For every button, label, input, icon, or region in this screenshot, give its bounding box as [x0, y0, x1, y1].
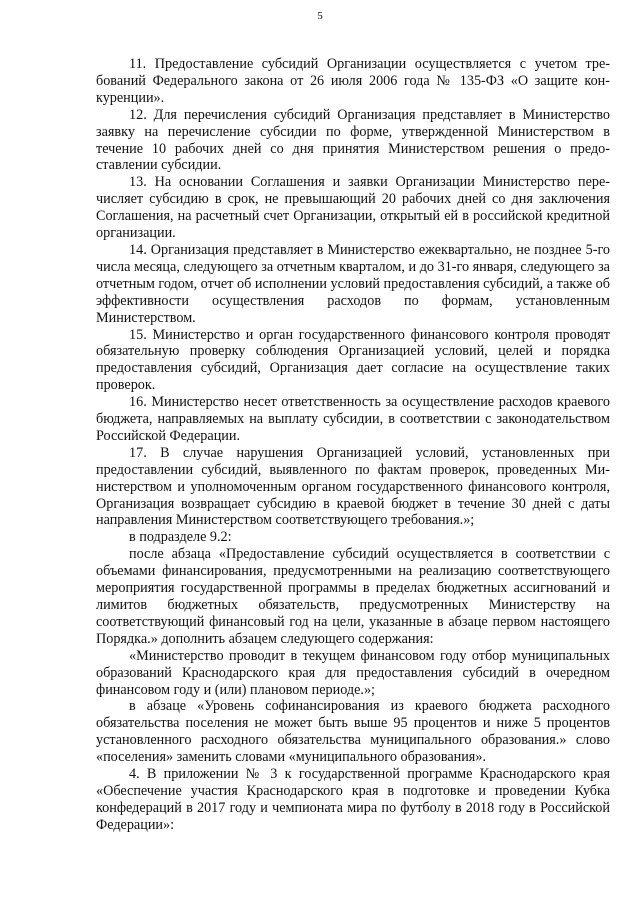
paragraph-13: 13. На основании Соглашения и заявки Организации Министерство перечисляет субсидию в срок, не превышающий 20 рабочих дней со дня заключения Соглашения, на расчетный счет Организации, открытый ей в российской кредитной организации. — [96, 174, 610, 242]
paragraph-ministry-selection: «Министерство проводит в текущем финансовом году отбор муниципальных образований Краснодарского края для предоставления субсидий в очередном финансовом году и (или) плановом периоде.»; — [96, 647, 610, 698]
paragraph-16: 16. Министерство несет ответственность за осуществление расходов краевого бюджета, направляемых на выплату субсидии, в соответствии с законодательством Российской Федерации. — [96, 394, 610, 444]
paragraph-appendix-3: 4. В приложении № 3 к государственной программе Краснодарского края «Обеспечение участия Краснодарского края в подготовке и проведении Кубка конфедераций в 2017 году и чемпионата мира по футболу в 2018 году в Российской Федерации»: — [96, 766, 610, 833]
document-body — [96, 56, 610, 834]
paragraph-17: 17. В случае нарушения Организацией условий, установленных при предоставлении субсидий, выявленного по фактам проверок, проведенных Министерством и уполномоченным органом государственного финансового контроля, Организация возвращает субсидию в краевой бюджет в течение 30 дней с даты направления Министерством соответствующего требования.»; — [96, 444, 610, 529]
paragraph-after-abzac: после абзаца «Предоставление субсидий осуществляется в соответствии с объемами финансирования, предусмотренными на реализацию соответствующего мероприятия государственной программы в пределах бюджетных ассигнований и лимитов бюджетных обязательств, предусмотренных Министерству на соответствующий финансовый год на цели, указанные в абзаце первом настоящего Порядка.» дополнить абзацем следующего содержания: — [96, 546, 610, 647]
paragraph-14: 14. Организация представляет в Министерство ежеквартально, не позднее 5-го числа месяца, следующего за отчетным кварталом, и до 31-го января, следующего за отчетным годом, отчет об исполнении условий предоставления субсидий, а также об эффективности осуществления расходов по формам, установленным Министерством. — [96, 241, 610, 326]
paragraph-15: 15. Министерство и орган государственного финансового контроля проводят обязательную проверку соблюдения Организацией условий, целей и порядка предоставления субсидий, Организация дает согласие на осуществление таких проверок. — [96, 326, 610, 394]
paragraph-11: 11. Предоставление субсидий Организации осуществляется с учетом требований Федерального закона от 26 июля 2006 года № 135-ФЗ «О защите конкуренции». — [96, 56, 610, 106]
paragraph-cofinancing: в абзаце «Уровень софинансирования из краевого бюджета расходного обязательства поселения не может быть выше 95 процентов и ниже 5 процентов установленного расходного обязательства муниципального образования.» слово «поселения» заменить словами «муниципального образования». — [96, 698, 610, 766]
paragraph-subsection-9-2: в подразделе 9.2: — [129, 529, 232, 546]
page-number: 5 — [317, 10, 323, 22]
paragraph-12: 12. Для перечисления субсидий Организация представляет в Министерство заявку на перечисление субсидии по форме, утвержденной Министерством в течение 10 рабочих дней со дня принятия Министерством решения о предоставлении субсидии. — [96, 106, 610, 174]
